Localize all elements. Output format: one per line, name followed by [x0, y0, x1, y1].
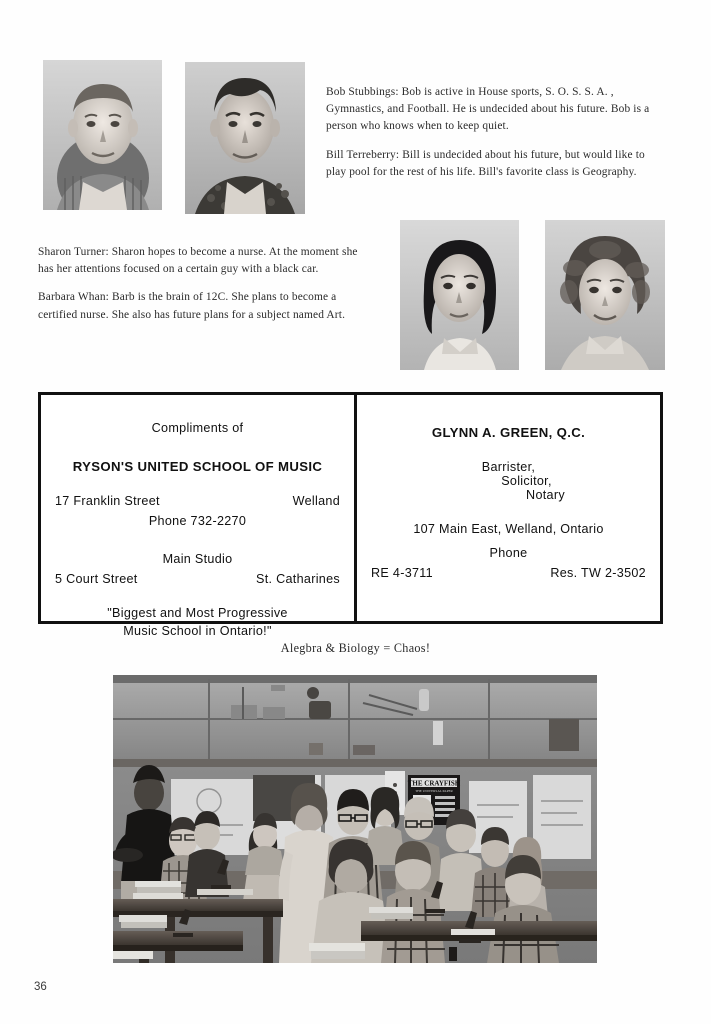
svg-text:THE CRAYFISH: THE CRAYFISH [407, 779, 461, 788]
bio-paragraph-bill: Bill Terreberry: Bill is undecided about his future, but would like to play pool for the rest of his life. Bill's favorite class is Geography. [326, 148, 645, 178]
classroom-photo-biology-lab [113, 675, 597, 963]
ad-address-main-east: 107 Main East, Welland, Ontario [413, 522, 604, 536]
advertisement-ryson-music-school [41, 395, 357, 638]
ad-compliments-label: Compliments of [151, 421, 244, 435]
ad-street-franklin: 17 Franklin Street [55, 494, 160, 508]
portrait-photo-barbara-whan [545, 220, 665, 370]
ad-slogan-line-2: Music School in Ontario!" [123, 624, 272, 638]
bio-paragraph-bob: Bob Stubbings: Bob is active in House sports, S. O. S. S. A. , Gymnastics, and Football. He is undecided about his future. Bob is a person who knows when to keep quiet. [326, 86, 650, 133]
page-number: 36 [34, 981, 47, 993]
bio-text-block-top [326, 84, 668, 181]
ad-address-row-court [55, 572, 340, 586]
photo-caption: Alegbra & Biology = Chaos! [280, 641, 431, 655]
ad-slogan-line-1: "Biggest and Most Progressive [107, 606, 288, 620]
bio-text-block-lower [38, 244, 368, 324]
ad-phone-office: RE 4-3711 [371, 566, 433, 580]
ad-role-barrister: Barrister, [481, 460, 536, 474]
advertisement-glynn-green-lawyer [357, 395, 660, 621]
ad-city-st-catharines: St. Catharines [256, 572, 340, 586]
ad-main-studio-label: Main Studio [162, 552, 233, 566]
ad-role-notary: Notary [526, 488, 565, 502]
ad-phone-ryson: Phone 732-2270 [148, 514, 247, 528]
portrait-photo-sharon-turner [400, 220, 519, 370]
ad-street-court: 5 Court Street [55, 572, 138, 586]
ad-phone-numbers-row [371, 566, 646, 580]
portrait-photo-bob-stubbings [43, 60, 162, 210]
ad-role-solicitor: Solicitor, [501, 474, 552, 488]
ad-phone-label: Phone [489, 546, 528, 560]
advertisement-box [38, 392, 663, 638]
bio-paragraph-barbara: Barbara Whan: Barb is the brain of 12C. She plans to become a certified nurse. She also has future plans for a subject named Art. [38, 291, 346, 321]
ad-phone-residence: Res. TW 2-3502 [550, 566, 646, 580]
ad-roles-list [371, 460, 646, 502]
ad-address-row-franklin [55, 494, 340, 508]
svg-text:THE UNIVERSAL PAPER: THE UNIVERSAL PAPER [415, 789, 453, 793]
portrait-photo-bill-terreberry [185, 62, 305, 214]
ad-slogan-ryson [55, 604, 340, 640]
bio-paragraph-sharon: Sharon Turner: Sharon hopes to become a nurse. At the moment she has her attentions focused on a certain guy with a black car. [38, 246, 358, 276]
ad-business-name-glynn-green: GLYNN A. GREEN, Q.C. [431, 425, 586, 440]
ad-business-name-ryson: RYSON'S UNITED SCHOOL OF MUSIC [72, 459, 323, 474]
ad-city-welland: Welland [292, 494, 340, 508]
